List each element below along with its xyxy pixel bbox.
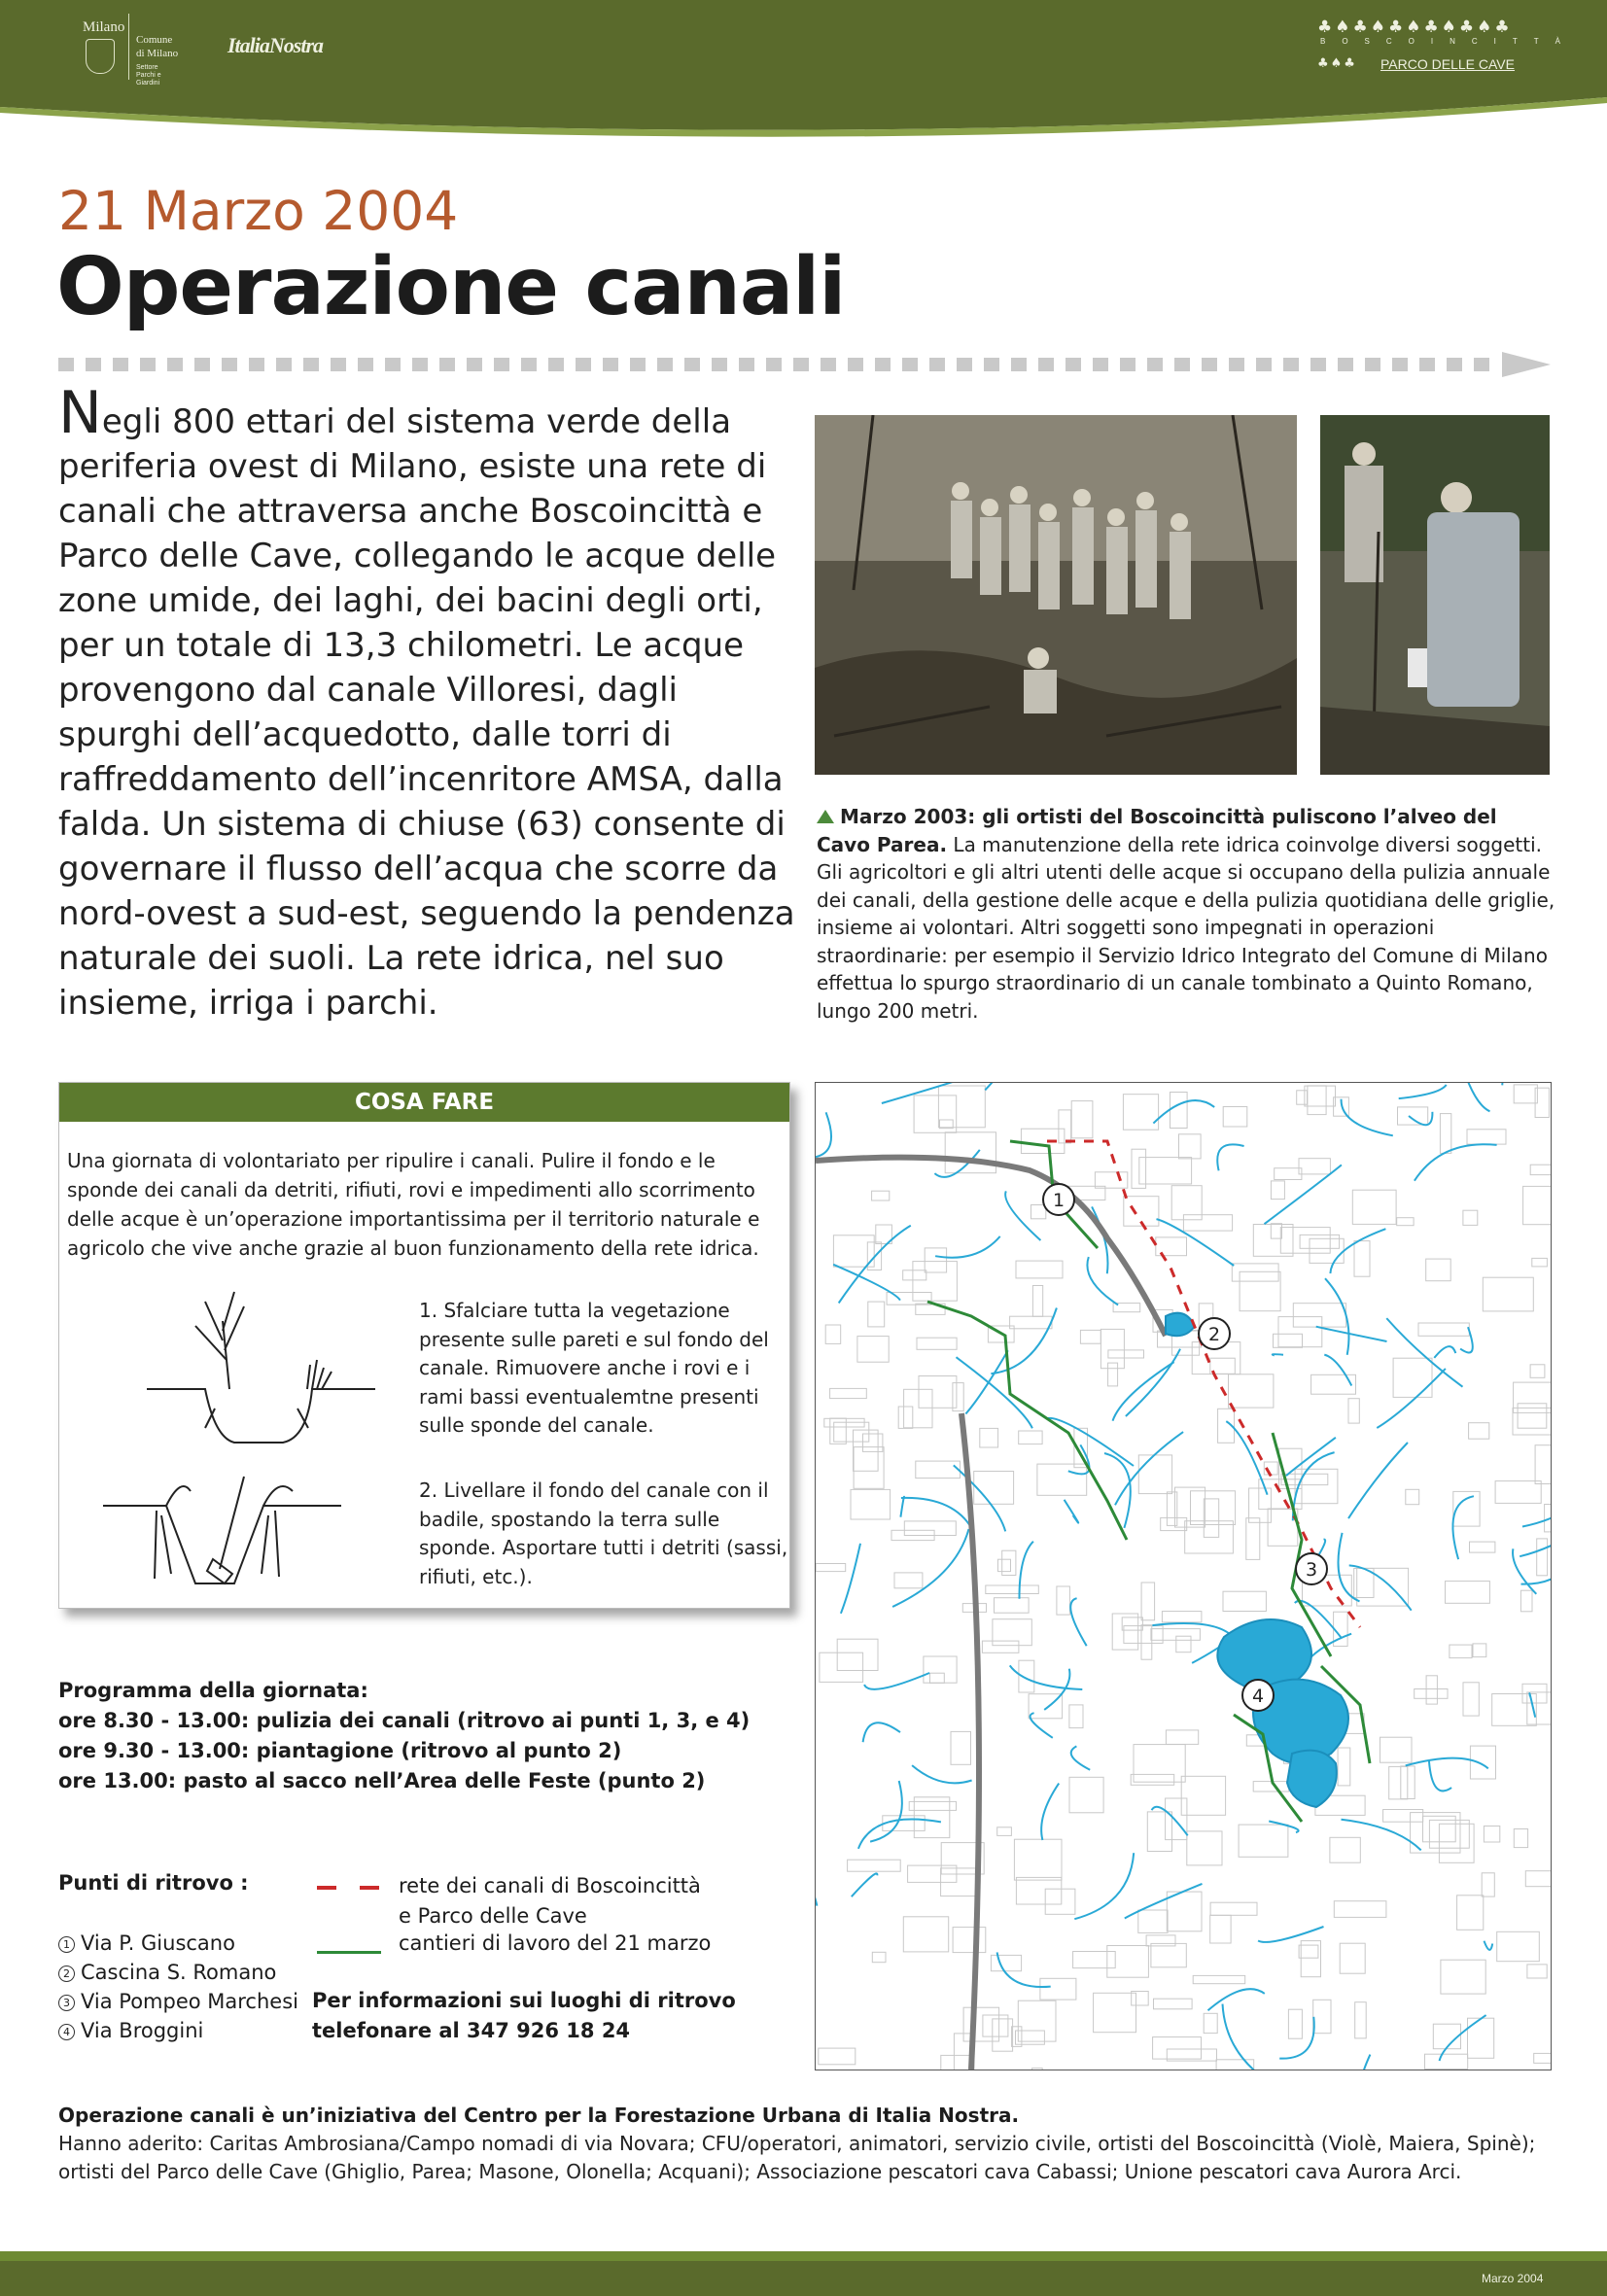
- divider-dash: [821, 358, 836, 371]
- punto-label: Cascina S. Romano: [81, 1961, 277, 1984]
- divider-dash: [1229, 358, 1244, 371]
- legend-red-dashed-line: [317, 1886, 381, 1890]
- intro-text: egli 800 ettari del sistema verde della periferia ovest di Milano, esiste una rete di canali che attraversa anche Boscoincittà e Parco delle Cave, collegando le acque delle zone umide, dei laghi, dei bacini degli orti, per un totale di 13,3 chilometri. Le acque provengono dal canale Villoresi, dagli spurghi dell’acquedotto, dalle torri di raffreddamento dell’incenritore AMSA, dalla falda. Un sistema di chiuse (63) consente di governare il flusso dell’acqua che scorre da nord-ovest a sud-est, seguendo la pendenza naturale dei suoli. La rete idrica, nel suo insieme, irriga i parchi.: [58, 402, 795, 1023]
- credits-text: Hanno aderito: Caritas Ambrosiana/Campo nomadi di via Novara; CFU/operatori, animatori, servizio civile, ortisti del Boscoincittà (Violè, Maiera, Spinè); ortisti del Parco delle Cave (Ghiglio, Parea; Masone, Olonella; Acquani); Associazione pescatori cava Cabassi; Unione pescatori cava Aurora Arci.: [58, 2132, 1536, 2183]
- info-box: [312, 1986, 736, 2046]
- divider-dash: [902, 358, 918, 371]
- divider-dash: [1202, 358, 1217, 371]
- number-circle-icon: 2: [58, 1966, 75, 1982]
- canal-vegetation-illustration: [137, 1282, 380, 1447]
- punti-list: [58, 1929, 298, 2045]
- punto-item: [58, 1958, 298, 1987]
- divider-dash: [603, 358, 618, 371]
- divider-dash: [113, 358, 128, 371]
- divider-dash: [1174, 358, 1190, 371]
- programma-item-1: ore 8.30 - 13.00: pulizia dei canali (ritrovo ai punti 1, 3, e 4): [58, 1709, 751, 1732]
- settore-label: Settore Parchi e Giardini: [136, 64, 161, 87]
- divider-dash: [984, 358, 999, 371]
- comune-line2: di Milano: [136, 48, 179, 59]
- divider-dash: [875, 358, 891, 371]
- map-marker-label: 2: [1207, 1324, 1221, 1345]
- divider-dash: [140, 358, 156, 371]
- divider-dash: [712, 358, 727, 371]
- info-line1: Per informazioni sui luoghi di ritrovo: [312, 1989, 736, 2012]
- header-divider: [128, 14, 129, 80]
- divider-dash: [249, 358, 264, 371]
- divider-dash: [167, 358, 183, 371]
- milano-crest-logo: [86, 39, 115, 74]
- divider-dash: [1011, 358, 1027, 371]
- footer-accent-line: [0, 2251, 1607, 2261]
- step-1-text: 1. Sfalciare tutta la vegetazione presente sulle pareti e sul fondo del canale. Rimuovere anche i rovi e i rami bassi eventualemtne presenti sulle sponde del canale.: [419, 1299, 769, 1437]
- drop-cap: N: [58, 379, 102, 447]
- divider-dash: [1310, 358, 1326, 371]
- event-date: 21 Marzo 2004: [58, 180, 459, 242]
- credits-paragraph: [58, 2102, 1555, 2186]
- caption-text: La manutenzione della rete idrica coinvolge diversi soggetti. Gli agricoltori e gli altri utenti delle acque si occupano della pulizia annuale dei canali, della gestione delle acque e della pulizia quotidiana delle griglie, insieme ai volontari. Altri soggetti sono impegnati in operazioni straordinarie: per esempio il Servizio Idrico Integrato del Comune di Milano effettua lo spurgo straordinario di un canale tombinato a Quinto Romano, lungo 200 metri.: [817, 832, 1555, 1023]
- divider-dash: [521, 358, 537, 371]
- footer-bar: [0, 2261, 1607, 2296]
- divider-dash: [548, 358, 564, 371]
- divider-dash: [1066, 358, 1081, 371]
- divider-dash: [303, 358, 319, 371]
- info-phone: telefonare al 347 926 18 24: [312, 2019, 631, 2042]
- divider-dash: [1147, 358, 1163, 371]
- credits-bold: Operazione canali è un’iniziativa del Centro per la Forestazione Urbana di Italia Nostra.: [58, 2104, 1020, 2127]
- divider-dash: [222, 358, 237, 371]
- parco-cave-label: PARCO DELLE CAVE: [1380, 56, 1515, 72]
- divider-dash: [1038, 358, 1054, 371]
- canal-network-map: [815, 1082, 1552, 2070]
- map-marker-label: 1: [1052, 1190, 1066, 1211]
- divider-dash: [358, 358, 373, 371]
- divider-dash: [58, 358, 74, 371]
- cosa-fare-intro: Una giornata di volontariato per ripulire i canali. Pulire il fondo e le sponde dei canali da detriti, rifiuti, rovi e impedimenti allo scorrimento delle acque è un’operazione importantissima per il territorio naturale e agricolo che vive anche grazie al buon funzionamento della rete idrica.: [67, 1149, 760, 1260]
- dashed-arrow-divider: [58, 352, 1551, 377]
- divider-dash: [766, 358, 782, 371]
- group-photo: [815, 415, 1297, 775]
- divider-dash: [1419, 358, 1435, 371]
- legend-cantieri-label: cantieri di lavoro del 21 marzo: [399, 1931, 712, 1955]
- divider-dash: [1338, 358, 1353, 371]
- divider-dash: [1365, 358, 1380, 371]
- divider-dash: [467, 358, 482, 371]
- cosa-fare-heading: COSA FARE: [59, 1083, 789, 1122]
- tree-icons-small: ♣♠♣: [1317, 56, 1357, 71]
- divider-dash: [929, 358, 945, 371]
- divider-dash: [1093, 358, 1108, 371]
- divider-dash: [1392, 358, 1408, 371]
- programma-item-3: ore 13.00: pasto al sacco nell’Area delle Feste (punto 2): [58, 1769, 706, 1792]
- divider-dash: [739, 358, 754, 371]
- map-marker-label: 3: [1305, 1559, 1318, 1581]
- divider-dash: [331, 358, 346, 371]
- punto-label: Via P. Giuscano: [81, 1931, 235, 1955]
- punto-label: Via Pompeo Marchesi: [81, 1990, 298, 2013]
- number-circle-icon: 1: [58, 1936, 75, 1953]
- punto-label: Via Broggini: [81, 2019, 204, 2042]
- divider-dash: [1120, 358, 1135, 371]
- triangle-up-icon: [817, 810, 834, 823]
- divider-dash: [684, 358, 700, 371]
- punto-item: [58, 1929, 298, 1958]
- divider-dash: [276, 358, 292, 371]
- legend-rete-line2: e Parco delle Cave: [399, 1904, 587, 1928]
- page-title: Operazione canali: [56, 241, 846, 333]
- number-circle-icon: 4: [58, 2024, 75, 2040]
- city-name: Milano: [83, 19, 125, 35]
- programma-section: [58, 1676, 750, 1796]
- canal-shovel-illustration: [98, 1462, 351, 1598]
- punto-item: [58, 1987, 298, 2016]
- intro-paragraph: [58, 379, 797, 1026]
- legend-rete-line1: rete dei canali di Boscoincittà: [399, 1874, 701, 1897]
- divider-dash: [1256, 358, 1272, 371]
- map-marker-label: 4: [1251, 1686, 1265, 1707]
- divider-dash: [793, 358, 809, 371]
- map-canal: [1273, 1354, 1283, 1355]
- divider-dash: [630, 358, 646, 371]
- boscoincitta-logo-text: BOSCOINCITTÀ: [1320, 37, 1578, 46]
- number-circle-icon: 3: [58, 1995, 75, 2011]
- divider-dash: [957, 358, 972, 371]
- divider-dash: [412, 358, 428, 371]
- comune-label: [136, 33, 178, 60]
- divider-dash: [385, 358, 401, 371]
- divider-dash: [86, 358, 101, 371]
- comune-line1: Comune: [136, 34, 173, 46]
- italia-nostra-logo: ItaliaNostra: [227, 33, 324, 57]
- divider-dash: [657, 358, 673, 371]
- divider-dash: [1447, 358, 1462, 371]
- tree-icons-row: ♣♠♣♠♣♠♣♠♣♠♣: [1317, 17, 1513, 37]
- programma-title: Programma della giornata:: [58, 1679, 368, 1702]
- legend-rete-label: [399, 1871, 701, 1931]
- divider-dash: [194, 358, 210, 371]
- divider-dash: [576, 358, 591, 371]
- cosa-fare-box: [58, 1082, 790, 1609]
- divider-dash: [439, 358, 455, 371]
- photo-caption: [817, 803, 1555, 1025]
- punto-item: [58, 2016, 298, 2045]
- worker-photo: [1320, 415, 1550, 775]
- step-2-text: 2. Livellare il fondo del canale con il badile, spostando la terra sulle sponde. Asportare tutti i detriti (sassi, rifiuti, etc.).: [419, 1478, 788, 1588]
- divider-dash: [1474, 358, 1489, 371]
- footer-date: Marzo 2004: [1482, 2272, 1544, 2285]
- punti-title: Punti di ritrovo :: [58, 1871, 249, 1895]
- divider-dash: [848, 358, 863, 371]
- legend-green-line: [317, 1951, 381, 1954]
- caption-bold: Marzo 2003: gli ortisti del Boscoincittà puliscono l’alveo del Cavo Parea.: [817, 805, 1497, 856]
- programma-item-2: ore 9.30 - 13.00: piantagione (ritrovo al punto 2): [58, 1739, 622, 1762]
- divider-dash: [494, 358, 509, 371]
- divider-dash: [1283, 358, 1299, 371]
